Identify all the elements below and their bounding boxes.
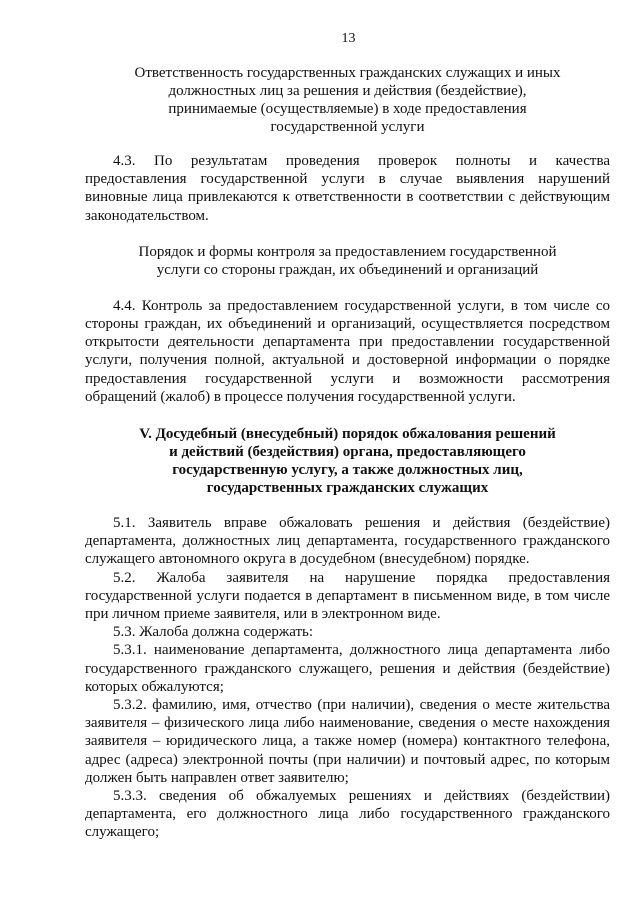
heading-line: государственной услуги: [270, 119, 425, 135]
heading-line: государственных гражданских служащих: [206, 480, 489, 497]
heading-line: услуги со стороны граждан, их объединений и организаций: [156, 261, 539, 278]
chapter-heading: [85, 425, 610, 497]
heading-line: должностных лиц за решения и действия (бездействие),: [168, 83, 527, 99]
section-citizen-control: [85, 243, 610, 406]
paragraph-4-3: 4.3. По результатам проведения проверок полноты и качества предоставления государственной услуги в случае выявления нарушений виновные лица привлекаются к ответственности в соответствии с действующим законодательством.: [85, 153, 610, 224]
page-number: 13: [341, 31, 356, 46]
heading-line: государственную услугу, а также должностных лиц,: [172, 462, 523, 479]
heading-line: Порядок и формы контроля за предоставлением государственной: [138, 243, 557, 260]
heading-line: Ответственность государственных гражданских служащих и иных: [134, 65, 561, 81]
heading-line: и действий (бездействия) органа, предоставляющего: [169, 444, 526, 461]
heading-line: принимаемые (осуществляемые) в ходе предоставления: [168, 101, 527, 117]
section-heading: [85, 243, 610, 279]
paragraph-5-3: 5.3. Жалоба должна содержать:: [113, 624, 314, 641]
section-responsibility: [85, 64, 610, 225]
paragraph-5-3-1: 5.3.1. наименование департамента, должностного лица департамента либо государственного гражданского служащего, решения и действия (бездействие) которых обжалуются;: [85, 642, 610, 695]
paragraph-4-4: 4.4. Контроль за предоставлением государственной услуги, в том числе со стороны граждан, их объединений и организаций, осуществляется посредством открытости деятельности департамента при предоставлении государственной услуги, получения полной, актуальной и достоверной информации о порядке предоставления государственной услуги и возможности рассмотрения обращений (жалоб) в процессе получения государственной услуги.: [85, 297, 610, 405]
paragraph-5-1: 5.1. Заявитель вправе обжаловать решения и действия (бездействие) департамента, должностных лиц департамента, государственного гражданского служащего автономного округа в досудебном (внесудебном) порядке.: [85, 515, 610, 568]
paragraph-5-3-2: 5.3.2. фамилию, имя, отчество (при наличии), сведения о месте жительства заявителя – физического лица либо наименование, сведения о месте нахождения заявителя – юридического лица, а также номер (номера) контактного телефона, адрес (адреса) электронной почты (при наличии) и почтовый адрес, по которым должен быть направлен ответ заявителю;: [85, 697, 610, 786]
heading-line: V. Досудебный (внесудебный) порядок обжалования решений: [139, 426, 556, 443]
section-appeal: [85, 425, 610, 842]
paragraph-5-2: 5.2. Жалоба заявителя на нарушение порядка предоставления государственной услуги подается в департамент в письменном виде, в том числе при личном приеме заявителя, или в электронном виде.: [85, 569, 610, 623]
section-heading: [85, 64, 610, 136]
paragraph-5-3-3: 5.3.3. сведения об обжалуемых решениях и действиях (бездействии) департамента, его должностного лица либо государственного гражданского служащего;: [85, 788, 610, 841]
